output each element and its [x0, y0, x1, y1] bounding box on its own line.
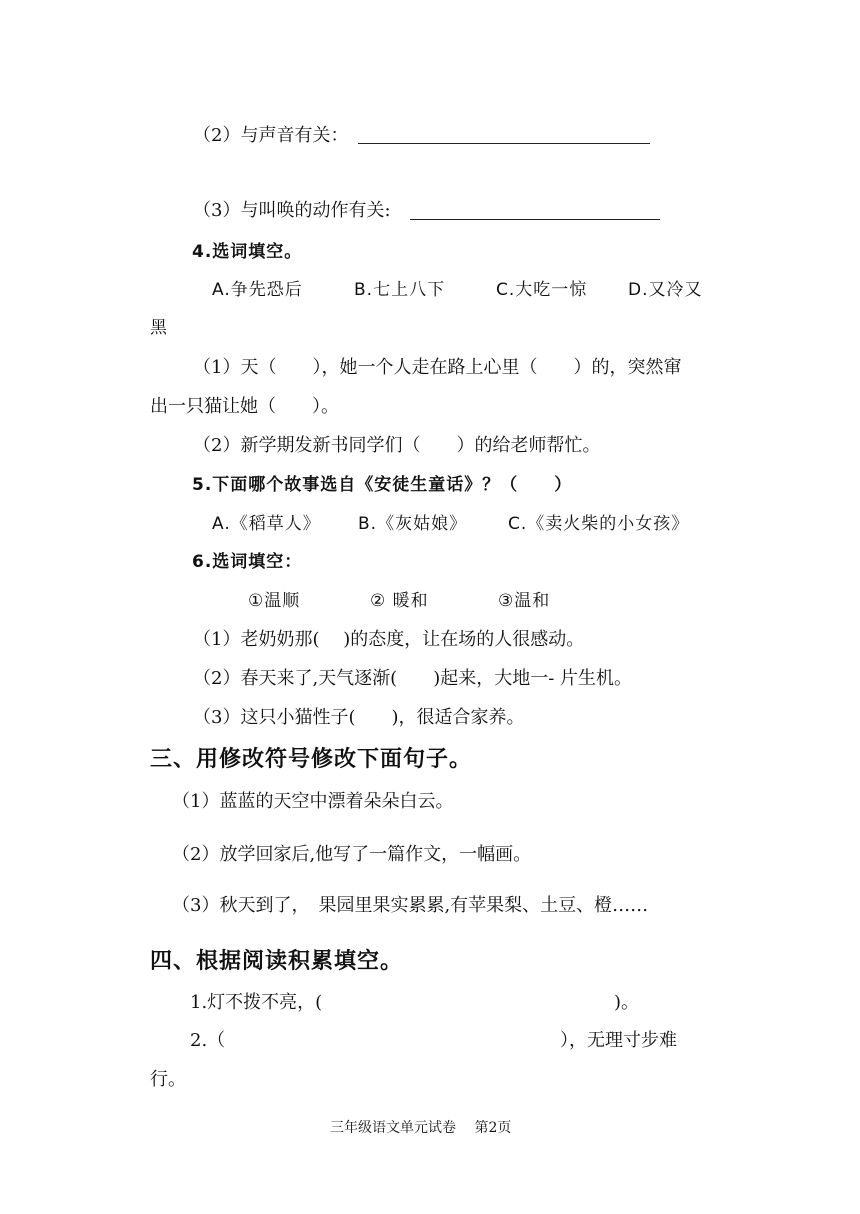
section-3-item-1: （1）蓝蓝的天空中漂着朵朵白云。 — [172, 791, 454, 812]
q3-item-3-label: （3）与叫唤的动作有关: — [193, 200, 391, 221]
section-4-item-1-left: 1.灯不拨不亮，( — [190, 992, 323, 1013]
q4-option-c: C.大吃一惊 — [496, 280, 588, 300]
q5-option-c: C.《卖火柴的小女孩》 — [508, 514, 690, 534]
q3-item-2-label: （2）与声音有关： — [193, 125, 349, 146]
q4-sentence-1-line-1: （1）天（ ），她一个人走在路上心里（ ）的，突然窜 — [193, 357, 682, 378]
section-4-item-2-right: ），无理寸步难 — [560, 1030, 677, 1051]
q4-option-d: D.又冷又 — [628, 280, 703, 300]
q4-sentence-2: （2）新学期发新书同学们（ ）的给老师帮忙。 — [193, 435, 601, 456]
q6-sentence-3: （3）这只小猫性子( )，很适合家养。 — [193, 707, 525, 728]
q3-item-2-answer-line[interactable] — [358, 143, 650, 144]
q5-title: 5.下面哪个故事选自《安徒生童话》？（ ） — [192, 475, 573, 495]
section-3-item-2: （2）放学回家后,他写了一篇作文，一幅画。 — [172, 844, 532, 865]
q6-title: 6.选词填空： — [192, 552, 303, 572]
q5-option-a: A.《稻草人》 — [212, 514, 321, 534]
section-3-heading: 三、用修改符号修改下面句子。 — [150, 746, 473, 772]
section-4-item-2-wrap: 行。 — [150, 1069, 186, 1090]
q6-option-2: ② 暖和 — [370, 591, 429, 611]
q4-title: 4.选词填空。 — [192, 242, 303, 262]
q4-option-d-wrap: 黑 — [150, 318, 168, 338]
page-footer: 三年级语文单元试卷 第2页 — [330, 1120, 512, 1136]
q6-option-3: ③温和 — [498, 591, 551, 611]
section-3-item-3: （3）秋天到了， 果园里果实累累,有苹果梨、土豆、橙…… — [172, 895, 649, 916]
section-4-item-1-right: )。 — [614, 992, 640, 1013]
q4-option-a: A.争先恐后 — [212, 280, 303, 300]
section-4-heading: 四、根据阅读积累填空。 — [150, 948, 404, 974]
q4-option-b: B.七上八下 — [354, 280, 446, 300]
q6-option-1: ①温顺 — [248, 591, 301, 611]
q6-sentence-2: （2）春天来了,天气逐渐( )起来，大地一- 片生机。 — [193, 668, 633, 689]
q5-option-b: B.《灰姑娘》 — [358, 514, 468, 534]
q3-item-3-answer-line[interactable] — [410, 219, 660, 220]
q6-sentence-1: （1）老奶奶那( )的态度，让在场的人很感动。 — [193, 629, 585, 650]
q4-sentence-1-line-2: 出一只猫让她（ ）。 — [150, 396, 339, 417]
section-4-item-2-left: 2.（ — [190, 1030, 226, 1051]
